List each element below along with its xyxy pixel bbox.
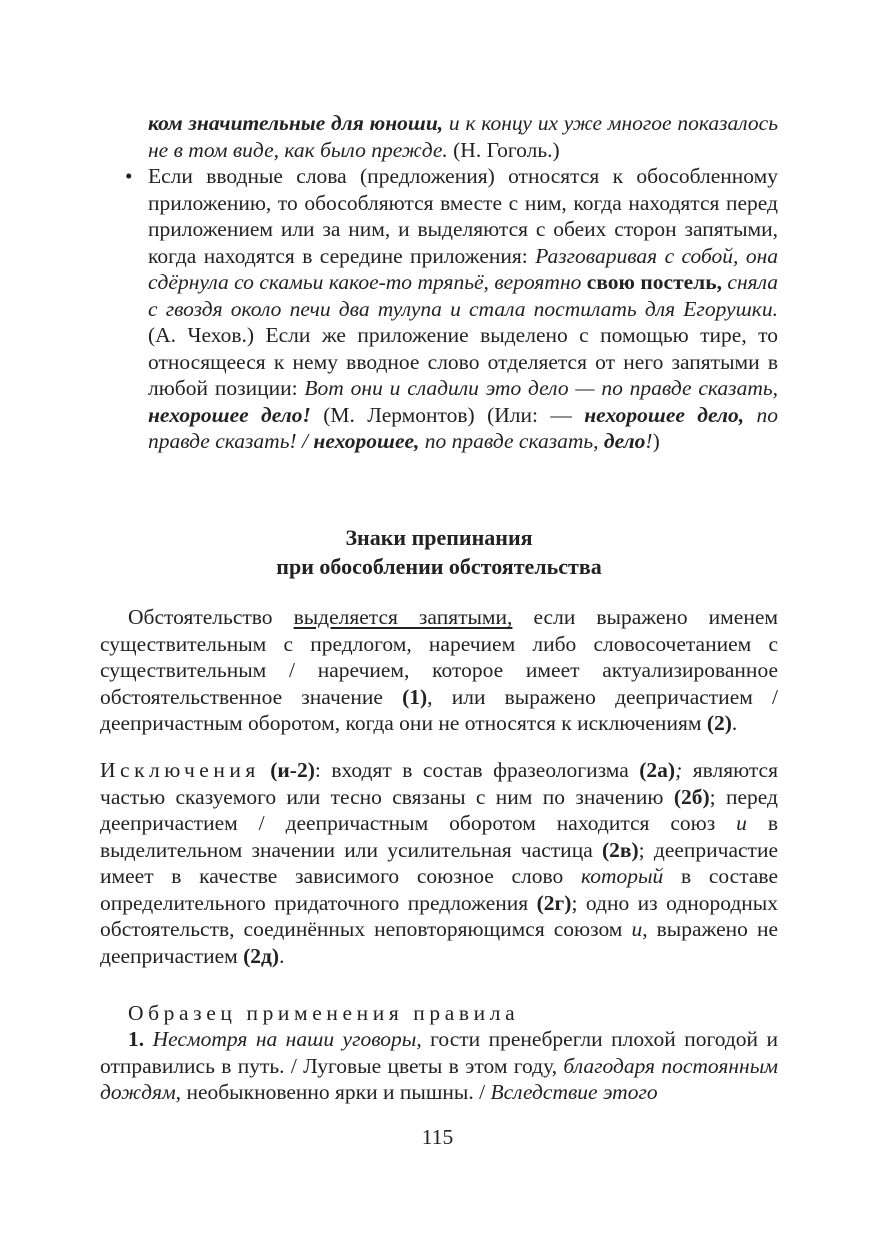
rule-text: (М. Лермонтов) (Или: — [310,402,585,427]
rule-ref: (2а) [639,758,676,782]
rule-ref: (2) [706,711,732,735]
rule-text: Если вводные слова (предложения) относятся к обособленному приложению, то обособляются вместе с ним, когда находятся перед приложением или за ним, и выделяются с обеих сторон запятыми, когда находятся в середине приложения: [148,164,778,268]
sample-paragraph [100,1026,778,1106]
page-number: 115 [421,1125,454,1149]
italic-text: и [736,811,747,835]
italic-text: который [580,864,664,888]
exceptions-paragraph [100,757,778,969]
example-text: по правде сказать, [419,429,604,453]
example-text: ! [645,429,653,453]
emphasis-text: нехорошее дело! [148,402,311,427]
example-text: Вот они и сладили это дело — по правде сказать, [304,376,779,400]
italic-text: ; [675,758,683,782]
rule-ref: (2д) [243,943,280,968]
spaced-label: Исключения [100,758,260,782]
rule-text: ) [652,429,660,453]
rule-text: в составе определительного придаточного предложения [100,864,778,915]
citation: (Н. Гоголь.) [447,137,560,162]
emphasis-text: нехорошее дело, [584,402,745,427]
space [260,758,270,782]
space [144,1027,152,1051]
sample-number: 1. [128,1027,145,1051]
rule-text: : входят в состав фразеологизма [314,758,640,782]
rule-text: . [731,711,738,735]
rule-text: Обстоятельство [128,605,294,629]
rule-ref: (1) [402,684,428,709]
italic-text: и [631,917,643,941]
rule-text: ; перед деепричастием / деепричастным оборотом находится союз [100,784,778,835]
sample-text: необыкновенно ярки и пышны. / [181,1080,491,1104]
rule-text: ; деепричастие имеет в качестве зависимого союзное слово [100,837,779,888]
rule-ref: (2г) [536,890,572,915]
example-text: благодаря постоянным дождям, [100,1053,778,1104]
rule-text: . [279,943,285,968]
bullet-marker: • [125,164,133,188]
emphasis-text: нехорошее, [313,429,420,453]
sample-text: гости пренебрегли плохой погодой и отправились в путь. / Луговые цветы в этом году, [100,1027,779,1078]
example-text: сняла с гвоздя около печи два тулупа и стала постилать для Егорушки. [148,270,779,321]
italic-text: и к концу их уже многое показалось не в том виде, как было прежде. [148,111,778,162]
rule-ref: (2б) [673,784,710,809]
rule-text: если выражено именем существительным с предлогом, наречием либо словосочетанием с существительным / наречием, которое имеет актуализированное обстоятельственное значение [100,605,778,709]
continuation-paragraph [148,110,778,163]
rule-text: , или выражено деепричастием / деепричастным оборотом, когда они не относятся к исключениям [100,684,778,735]
rule-ref: (и-2) [270,758,315,782]
heading-line-2: при обособлении обстоятельства [276,554,602,579]
sample-heading: Образец применения правила [128,1001,520,1025]
bold-italic-text: ком значительные для юноши, [148,111,444,135]
rule-paragraph [100,604,778,737]
rule-text: , выражено не деепричастием [100,917,778,968]
section-heading [100,523,778,581]
example-text: Разговаривая с собой, она сдёрнула со скамьи какое-то тряпьё, вероятно [148,243,779,294]
bullet-paragraph [125,163,779,455]
example-text: Вследствие этого [490,1080,658,1104]
rule-text: (А. Чехов.) Если же приложение выделено с помощью тире, то относящееся к нему вводное слово отделяется от него запятыми в любой позиции: [148,323,778,400]
rule-text: являются частью сказуемого или тесно связаны с ним по значению [100,758,778,809]
emphasis-text: свою постель, [586,270,722,294]
example-text: Несмотря на наши уговоры, [152,1027,422,1051]
rule-ref: (2в) [601,837,639,862]
rule-text: в выделительном значении или усилительная частица [100,811,778,862]
underlined-text: выделяется запятыми, [293,605,513,629]
heading-line-1: Знаки препинания [345,525,533,550]
example-text: по правде сказать! / [148,402,779,453]
rule-text: ; одно из однородных обстоятельств, соединённых неповторяющимся союзом [100,890,778,941]
emphasis-text: дело [603,429,646,453]
